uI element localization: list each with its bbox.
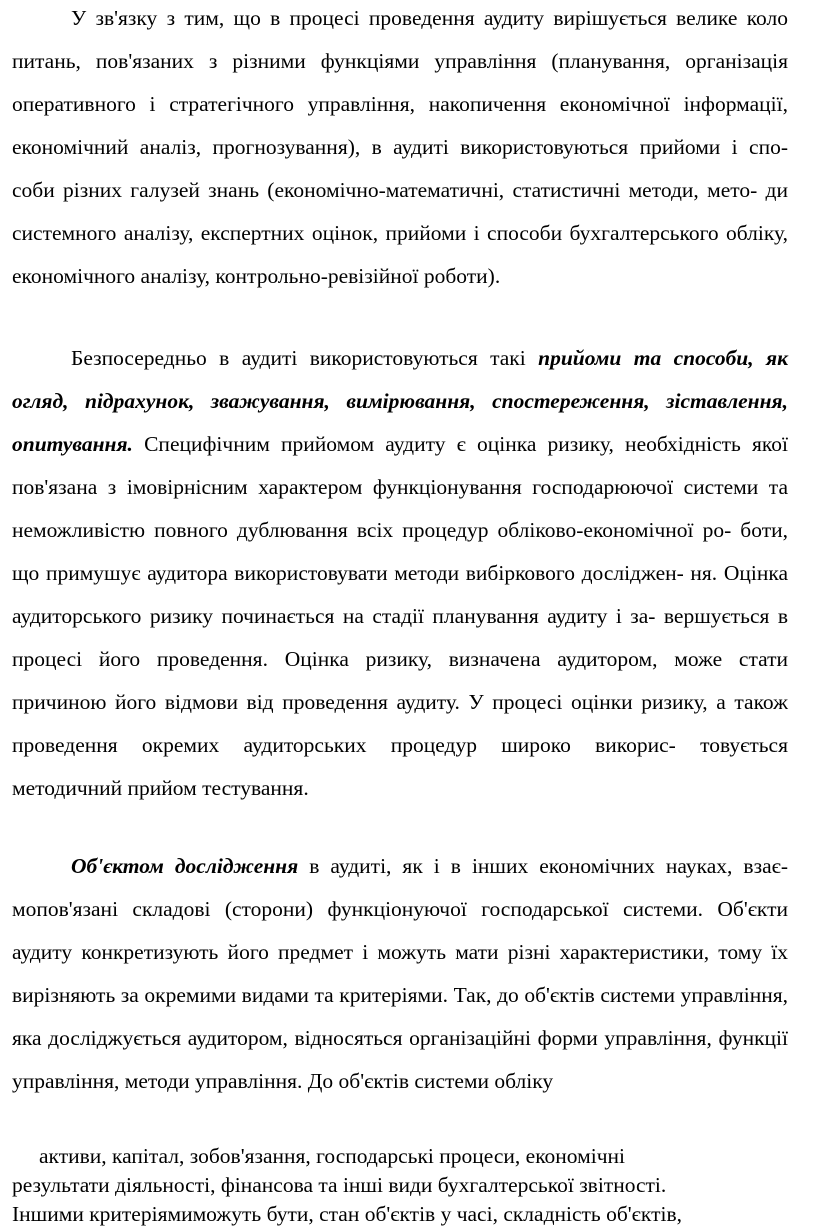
paragraph-accounting-objects (12, 1142, 802, 1229)
paragraph-audit-techniques-rest: Специфічним прийомом аудиту є оцінка ризику, необхідність якої пов'язана з імовірнісним характером функціонування господарюючої системи та неможливістю повного дублювання всіх процедур обліково-економічної ро- боти, що примушує аудитора використовувати методи вибіркового дослiджен- ня. Оцінка аудиторського ризику починається на стадії планування аудиту і за- вершується в процесі його проведення. Оцінка ризику, визначена аудитором, може стати причиною його відмови від проведення аудиту. У процесі оцінки ризику, а також проведення окремих аудиторських процедур широко викорис- товується методичний прийом тестування. (12, 432, 788, 800)
paragraph-audit-techniques-lead: Безпосередньо в аудиті використовуються такі (71, 346, 539, 370)
paragraph-audit-objects (12, 845, 788, 1103)
paragraph-audit-methods-text: У зв'язку з тим, що в процесі проведення аудиту вирішується велике коло питань, пов'язаних з різними функціями управління (планування, організація оперативного і стратегічного управління, накопичення економічної інформації, економічний аналіз, прогнозування), в аудиті використовуються прийоми і спо- соби різних галузей знань (економічно-математичні, статистичні методи, мето- ди системного аналізу, експертних оцінок, прийоми і способи бухгалтерського обліку, економічного аналізу, контрольно-ревізійної роботи). (12, 6, 788, 288)
paragraph-audit-objects-rest: в аудиті, як і в інших економічних науках, взає- мопов'язані складові (сторони) функціонуючої господарської системи. Об'єкти аудиту конкретизують його предмет і можуть мати різні характеристики, тому їх вирізняють за окремими видами та критеріями. Так, до об'єктів системи управління, яка досліджується аудитором, відносяться організаційні форми управління, функції управління, методи управління. До об'єктів системи обліку (12, 854, 788, 1093)
paragraph-audit-methods (12, 0, 788, 298)
paragraph-audit-objects-emphasis: Об'єктом дослідження (71, 854, 299, 878)
accounting-objects-line-1: активи, капітал, зобов'язання, господарські процеси, економічні (39, 1144, 626, 1168)
accounting-objects-line-2: результати діяльності, фінансова та інші види бухгалтерської звітності. (12, 1173, 667, 1197)
paragraph-audit-techniques (12, 337, 788, 810)
paragraph-audit-techniques-emphasis: прийоми та способи, як огляд, підрахунок, зважування, вимірювання, спостереження, зіставлення, опитування. (12, 346, 788, 456)
accounting-objects-line-3: Іншими критеріямиможуть бути, стан об'єктів у часі, складність об'єктів, (12, 1202, 682, 1226)
